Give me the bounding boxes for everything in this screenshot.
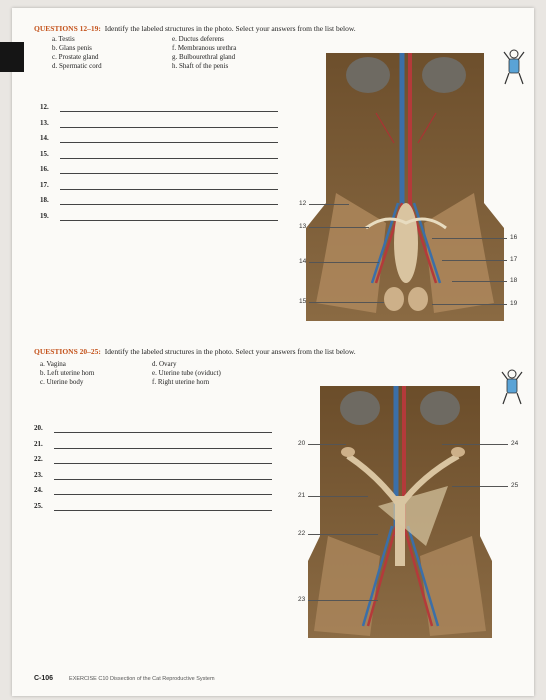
answer-line[interactable] <box>60 189 278 190</box>
leader-line <box>432 238 507 239</box>
option-item: d. Spermatic cord <box>52 62 102 70</box>
section1-instruction: Identify the labeled structures in the photo. Select your answers from the list below. <box>104 24 356 33</box>
answer-line[interactable] <box>54 448 272 449</box>
photo-label: 23 <box>298 596 306 603</box>
leader-line <box>309 227 369 228</box>
option-item: d. Ovary <box>152 360 177 368</box>
section1-heading <box>34 24 356 33</box>
answer-number: 19. <box>40 211 49 220</box>
photo-label: 25 <box>511 482 519 489</box>
cat-orientation-icon <box>498 368 526 408</box>
option-item: c. Prostate gland <box>52 53 99 61</box>
section2-instruction: Identify the labeled structures in the photo. Select your answers from the list below. <box>104 347 356 356</box>
answer-number: 15. <box>40 149 49 158</box>
photo-label: 17 <box>510 256 518 263</box>
answer-number: 16. <box>40 165 49 173</box>
leader-line <box>309 262 379 263</box>
answer-number: 23. <box>34 470 43 479</box>
option-item: e. Uterine tube (oviduct) <box>152 369 221 377</box>
answer-line[interactable] <box>60 204 278 205</box>
section1-options-left <box>52 35 102 71</box>
leader-line <box>308 600 378 601</box>
option-item: e. Ductus deferens <box>172 35 224 43</box>
photo-label: 22 <box>298 530 306 537</box>
footer-title: EXERCISE C10 Dissection of the Cat Reproductive System <box>69 676 215 682</box>
leader-line <box>442 444 508 445</box>
option-item: b. Left uterine horn <box>40 369 95 377</box>
photo-label: 21 <box>298 492 306 499</box>
section2-number: QUESTIONS 20–25: <box>34 347 101 356</box>
photo-label: 16 <box>510 234 518 241</box>
photo-label: 15 <box>299 298 307 305</box>
section1-number: QUESTIONS 12–19: <box>34 24 101 33</box>
answer-line[interactable] <box>60 158 278 159</box>
section2-options-left <box>40 360 94 387</box>
page-number: C-106 <box>34 675 54 682</box>
answer-number: 24. <box>34 486 43 494</box>
option-item: f. Right uterine horn <box>152 378 210 386</box>
answer-line[interactable] <box>54 432 272 433</box>
answer-number: 25. <box>34 501 43 510</box>
answer-number: 20. <box>34 424 43 432</box>
answer-number: 22. <box>34 455 43 463</box>
cat-orientation-icon <box>500 48 528 88</box>
leader-line <box>442 260 507 261</box>
leader-line <box>308 444 346 445</box>
photo-label: 24 <box>511 440 519 447</box>
photo-label: 12 <box>299 200 307 207</box>
leader-line <box>308 496 368 497</box>
photo-label: 13 <box>299 223 307 230</box>
answer-number: 12. <box>40 103 49 111</box>
answer-line[interactable] <box>60 173 278 174</box>
photo-label: 14 <box>299 258 307 265</box>
answer-number: 18. <box>40 196 49 204</box>
leader-line <box>309 204 349 205</box>
page-tab-marker <box>0 42 24 72</box>
workbook-page <box>12 8 534 696</box>
answer-number: 13. <box>40 118 49 127</box>
option-item: g. Bulbourethral gland <box>172 53 236 61</box>
answer-number: 21. <box>34 439 43 448</box>
section1-options-right <box>172 35 236 71</box>
answer-line[interactable] <box>54 463 272 464</box>
section2-options-right <box>152 360 221 387</box>
leader-line <box>432 304 507 305</box>
leader-line <box>309 302 384 303</box>
option-item: a. Vagina <box>40 360 66 368</box>
answer-line[interactable] <box>54 479 272 480</box>
page-footer <box>34 675 215 682</box>
option-item: c. Uterine body <box>40 378 84 386</box>
option-item: f. Membranous urethra <box>172 44 237 52</box>
leader-line <box>452 281 507 282</box>
answer-line[interactable] <box>60 127 278 128</box>
answer-number: 14. <box>40 134 49 142</box>
leader-line <box>308 534 378 535</box>
answer-line[interactable] <box>54 494 272 495</box>
answer-number: 17. <box>40 180 49 189</box>
answer-line[interactable] <box>60 220 278 221</box>
option-item: h. Shaft of the penis <box>172 62 229 70</box>
answer-line[interactable] <box>60 142 278 143</box>
option-item: b. Glans penis <box>52 44 92 52</box>
photo-label: 19 <box>510 300 518 307</box>
option-item: a. Testis <box>52 35 75 43</box>
answer-line[interactable] <box>60 111 278 112</box>
leader-line <box>452 486 508 487</box>
photo-label: 18 <box>510 277 518 284</box>
photo-label: 20 <box>298 440 306 447</box>
section2-heading <box>34 347 356 356</box>
answer-line[interactable] <box>54 510 272 511</box>
